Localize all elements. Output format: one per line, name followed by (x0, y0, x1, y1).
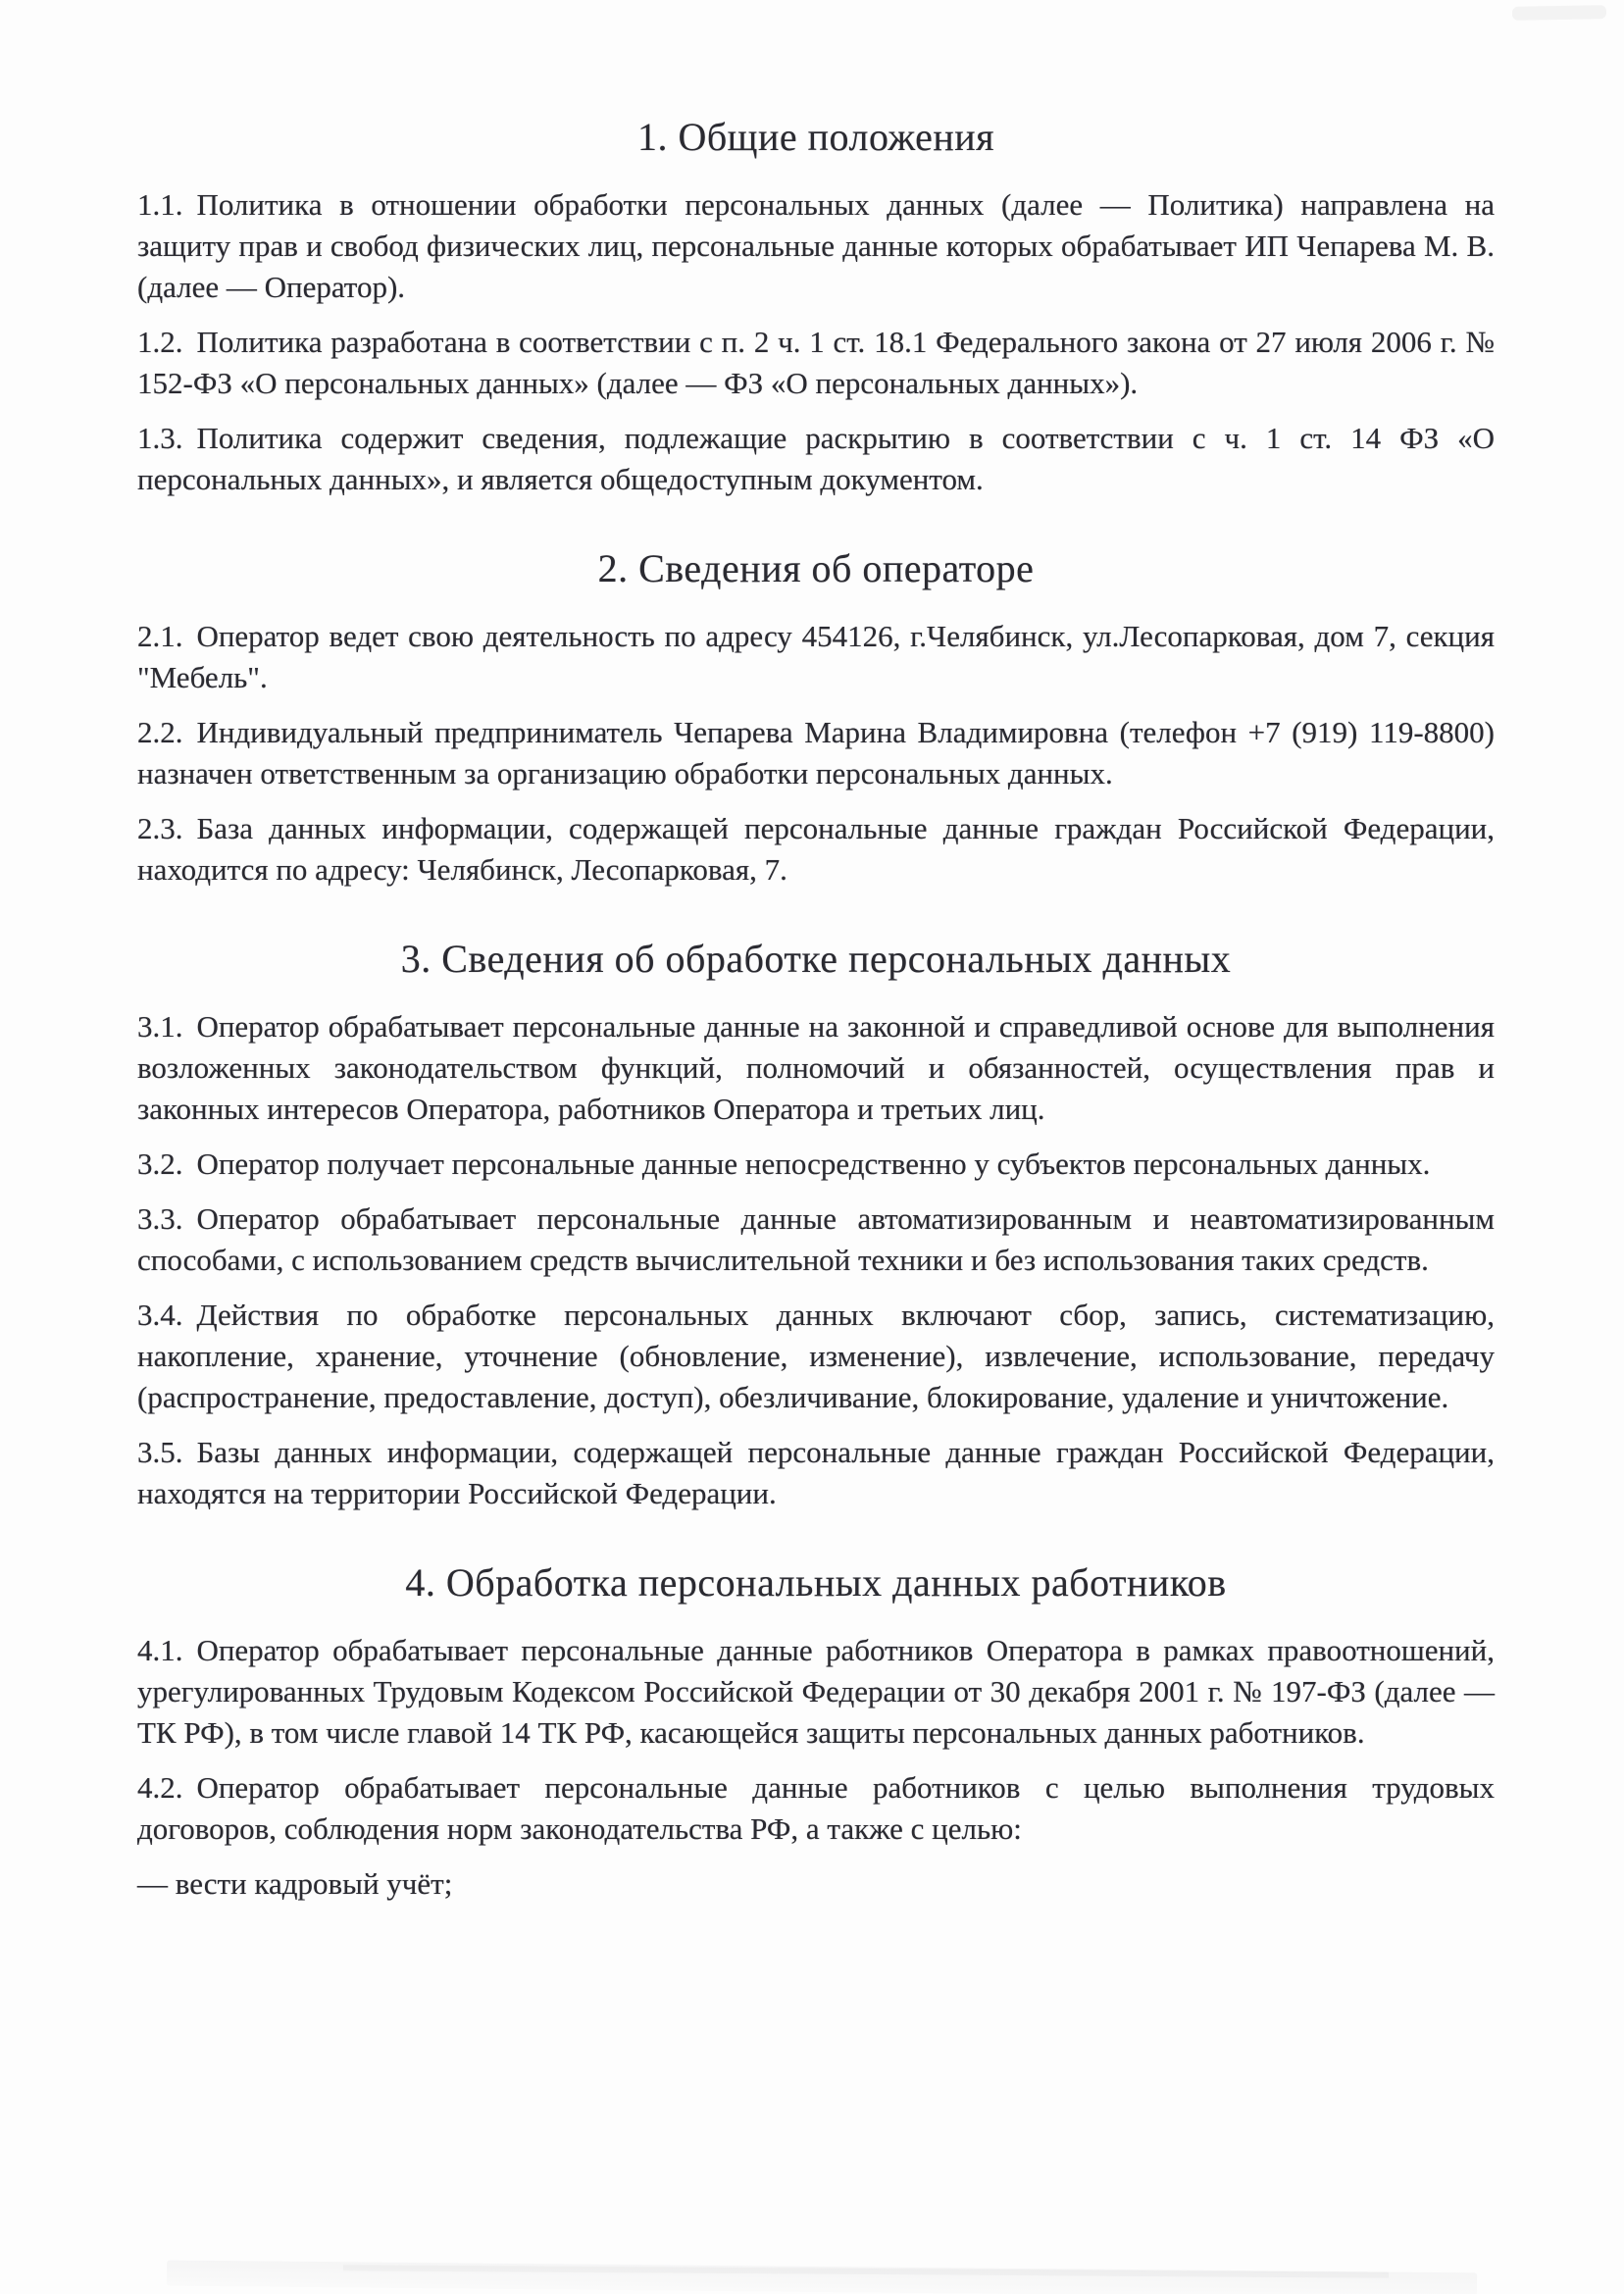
paragraph-number-3-3: 3.3. (137, 1201, 183, 1236)
paragraph-number-3-5: 3.5. (137, 1435, 183, 1469)
paragraph-number-4-1: 4.1. (137, 1633, 183, 1667)
paragraph-1-2 (137, 322, 1495, 404)
paragraph-2-2 (137, 712, 1495, 794)
paragraph-1-1 (137, 184, 1495, 308)
paragraph-1-3 (137, 418, 1495, 500)
section-heading-2: 2. Сведения об операторе (597, 546, 1035, 590)
section-processing-info (137, 936, 1495, 1514)
paragraph-number-1-1: 1.1. (137, 187, 183, 222)
paragraph-text-2-1: Оператор ведет свою деятельность по адресу 454126, г.Челябинск, ул.Лесопарковая, дом 7, секция "Мебель". (137, 619, 1495, 694)
paragraph-text-1-3: Политика содержит сведения, подлежащие раскрытию в соответствии с ч. 1 ст. 14 ФЗ «О персональных данных», и является общедоступным документом. (137, 421, 1495, 496)
paragraph-4-2 (137, 1767, 1495, 1850)
paragraph-text-1-1: Политика в отношении обработки персональных данных (далее — Политика) направлена на защиту прав и свобод физических лиц, персональные данные которых обрабатывает ИП Чепарева М. В. (далее — Оператор). (137, 187, 1495, 304)
paragraph-number-3-4: 3.4. (137, 1298, 183, 1332)
paragraph-text-4-2: Оператор обрабатывает персональные данные работников с целью выполнения трудовых договоров, соблюдения норм законодательства РФ, а также с целью: (137, 1770, 1495, 1846)
paragraph-text-3-2: Оператор получает персональные данные непосредственно у субъектов персональных данных. (196, 1147, 1431, 1181)
paragraph-number-2-3: 2.3. (137, 811, 183, 845)
section-operator-info (137, 545, 1495, 891)
section-employee-data (137, 1559, 1495, 1905)
document-content (137, 114, 1495, 1905)
paragraph-number-2-1: 2.1. (137, 619, 183, 653)
paragraph-number-3-2: 3.2. (137, 1147, 183, 1181)
paragraph-text-4-1: Оператор обрабатывает персональные данные работников Оператора в рамках правоотношений, урегулированных Трудовым Кодексом Российской Федерации от 30 декабря 2001 г. № 197-ФЗ (далее — ТК РФ), в том числе главой 14 ТК РФ, касающейся защиты персональных данных работников. (137, 1633, 1495, 1750)
scan-artifact-top-right (1512, 5, 1606, 21)
paragraph-text-3-3: Оператор обрабатывает персональные данные автоматизированным и неавтоматизированным способами, с использованием средств вычислительной техники и без использования таких средств. (137, 1201, 1495, 1277)
paragraph-text-3-4: Действия по обработке персональных данных включают сбор, запись, систематизацию, накопление, хранение, уточнение (обновление, изменение), извлечение, использование, передачу (распространение, предоставление, доступ), обезличивание, блокирование, удаление и уничтожение. (137, 1298, 1495, 1414)
paragraph-3-1 (137, 1006, 1495, 1130)
paragraph-2-1 (137, 616, 1495, 698)
paragraph-number-4-2: 4.2. (137, 1770, 183, 1805)
paragraph-text-3-5: Базы данных информации, содержащей персональные данные граждан Российской Федерации, находятся на территории Российской Федерации. (137, 1435, 1495, 1510)
paragraph-number-3-1: 3.1. (137, 1009, 183, 1044)
paragraph-text-1-2: Политика разработана в соответствии с п. 2 ч. 1 ст. 18.1 Федерального закона от 27 июля 2006 г. № 152-ФЗ «О персональных данных» (далее — ФЗ «О персональных данных»). (137, 325, 1495, 400)
section-heading-1: 1. Общие положения (636, 115, 995, 159)
paragraph-3-4 (137, 1295, 1495, 1418)
paragraph-2-3 (137, 808, 1495, 891)
section-general-provisions (137, 114, 1495, 500)
paragraph-text-2-3: База данных информации, содержащей персональные данные граждан Российской Федерации, находится по адресу: Челябинск, Лесопарковая, 7. (137, 811, 1495, 887)
paragraph-number-1-3: 1.3. (137, 421, 183, 455)
paragraph-3-5 (137, 1432, 1495, 1514)
list-item-hr-records: — вести кадровый учёт; (137, 1866, 453, 1901)
paragraph-3-3 (137, 1198, 1495, 1281)
section-heading-4: 4. Обработка персональных данных работников (405, 1560, 1227, 1605)
paragraph-number-2-2: 2.2. (137, 715, 183, 749)
paragraph-number-1-2: 1.2. (137, 325, 183, 359)
paragraph-text-2-2: Индивидуальный предприниматель Чепарева Марина Владимировна (телефон +7 (919) 119-8800) назначен ответственным за организацию обработки персональных данных. (137, 715, 1495, 790)
paragraph-text-3-1: Оператор обрабатывает персональные данные на законной и справедливой основе для выполнения возложенных законодательством функций, полномочий и обязанностей, осуществления прав и законных интересов Оператора, работников Оператора и третьих лиц. (137, 1009, 1495, 1126)
paragraph-3-2 (137, 1144, 1495, 1185)
paragraph-4-1 (137, 1630, 1495, 1754)
section-heading-3: 3. Сведения об обработке персональных данных (400, 937, 1232, 981)
